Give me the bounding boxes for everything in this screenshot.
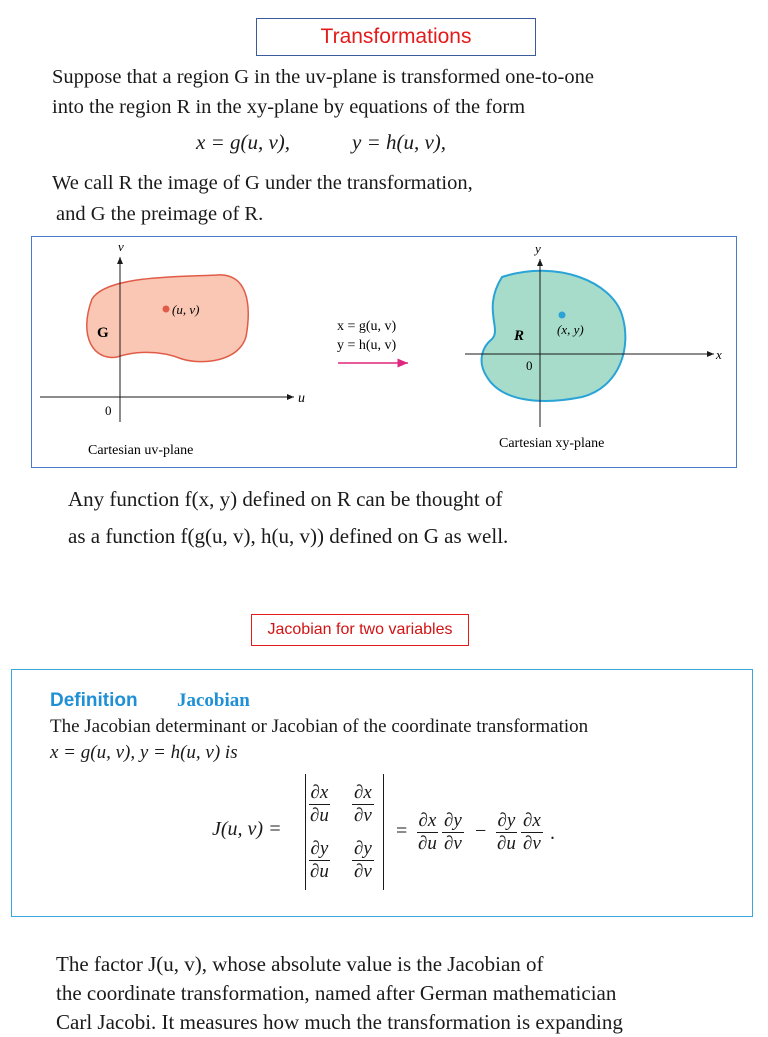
region-g-label: G — [97, 325, 109, 341]
determinant-right-bar — [383, 774, 384, 890]
u-axis-label: u — [298, 391, 305, 406]
image-line-1: We call R the image of G under the transformation, — [52, 172, 473, 194]
x-axis-label: x — [716, 347, 722, 362]
rhs-dx-dv: $\frac{\partial x}{\partial v}$ — [523, 810, 541, 854]
point-xy-marker — [559, 312, 566, 319]
rhs-dx-du: $\frac{\partial x}{\partial u}$ — [418, 810, 437, 854]
transformation-figure — [31, 236, 737, 468]
function-line-1: Any function f(x, y) defined on R can be thought of — [68, 487, 503, 511]
function-line-2: as a function f(g(u, v), h(u, v)) defined on G as well. — [68, 524, 509, 548]
intro-line-1: Suppose that a region G in the uv-plane is transformed one-to-one — [52, 66, 594, 88]
region-r-shape — [482, 271, 626, 401]
intro-line-2: into the region R in the xy-plane by equations of the form — [52, 96, 526, 118]
left-origin-label: 0 — [105, 403, 112, 418]
rhs-dy-du: $\frac{\partial y}{\partial u}$ — [497, 810, 516, 854]
rhs-dy-dv: $\frac{\partial y}{\partial v}$ — [444, 810, 462, 854]
point-uv-marker — [163, 306, 170, 313]
left-caption: Cartesian uv-plane — [88, 443, 194, 458]
region-g-shape — [87, 275, 248, 362]
bottom-line-1: The factor J(u, v), whose absolute value is the Jacobian of — [56, 952, 544, 976]
determinant-left-bar — [305, 774, 306, 890]
matrix-dy-dv: $\frac{\partial y}{\partial v}$ — [354, 838, 372, 882]
point-xy-label: (x, y) — [557, 322, 584, 337]
matrix-dx-du: $\frac{\partial x}{\partial u}$ — [310, 782, 329, 826]
formula-minus: − — [475, 820, 487, 842]
right-origin-label: 0 — [526, 358, 533, 373]
bottom-line-2: the coordinate transformation, named after German mathematician — [56, 981, 617, 1005]
matrix-dy-du: $\frac{\partial y}{\partial u}$ — [310, 838, 329, 882]
definition-term: Jacobian — [177, 690, 250, 711]
point-uv-label: (u, v) — [172, 302, 200, 317]
page-title: Transformations — [256, 18, 536, 56]
definition-line-1: The Jacobian determinant or Jacobian of the coordinate transformation — [50, 716, 589, 737]
v-axis-label: v — [118, 239, 124, 254]
equation-y: y = h(u, v), — [352, 130, 447, 154]
jacobian-lhs: J(u, v) = — [212, 818, 282, 840]
map-equation-2: y = h(u, v) — [337, 338, 397, 353]
y-axis-label: y — [535, 241, 541, 256]
image-line-2: and G the preimage of R. — [56, 203, 264, 225]
definition-heading: Definition — [50, 690, 138, 711]
region-r-label: R — [514, 328, 525, 344]
formula-equals: = — [396, 820, 408, 842]
transformation-diagram — [32, 237, 736, 467]
map-equation-1: x = g(u, v) — [337, 319, 397, 334]
formula-period: . — [550, 822, 555, 844]
jacobian-section-label: Jacobian for two variables — [251, 614, 469, 646]
equation-x: x = g(u, v), — [196, 130, 291, 154]
definition-line-2: x = g(u, v), y = h(u, v) is — [50, 742, 238, 763]
bottom-line-3: Carl Jacobi. It measures how much the transformation is expanding — [56, 1010, 623, 1034]
definition-box — [11, 669, 753, 917]
matrix-dx-dv: $\frac{\partial x}{\partial v}$ — [354, 782, 372, 826]
right-caption: Cartesian xy-plane — [499, 436, 605, 451]
